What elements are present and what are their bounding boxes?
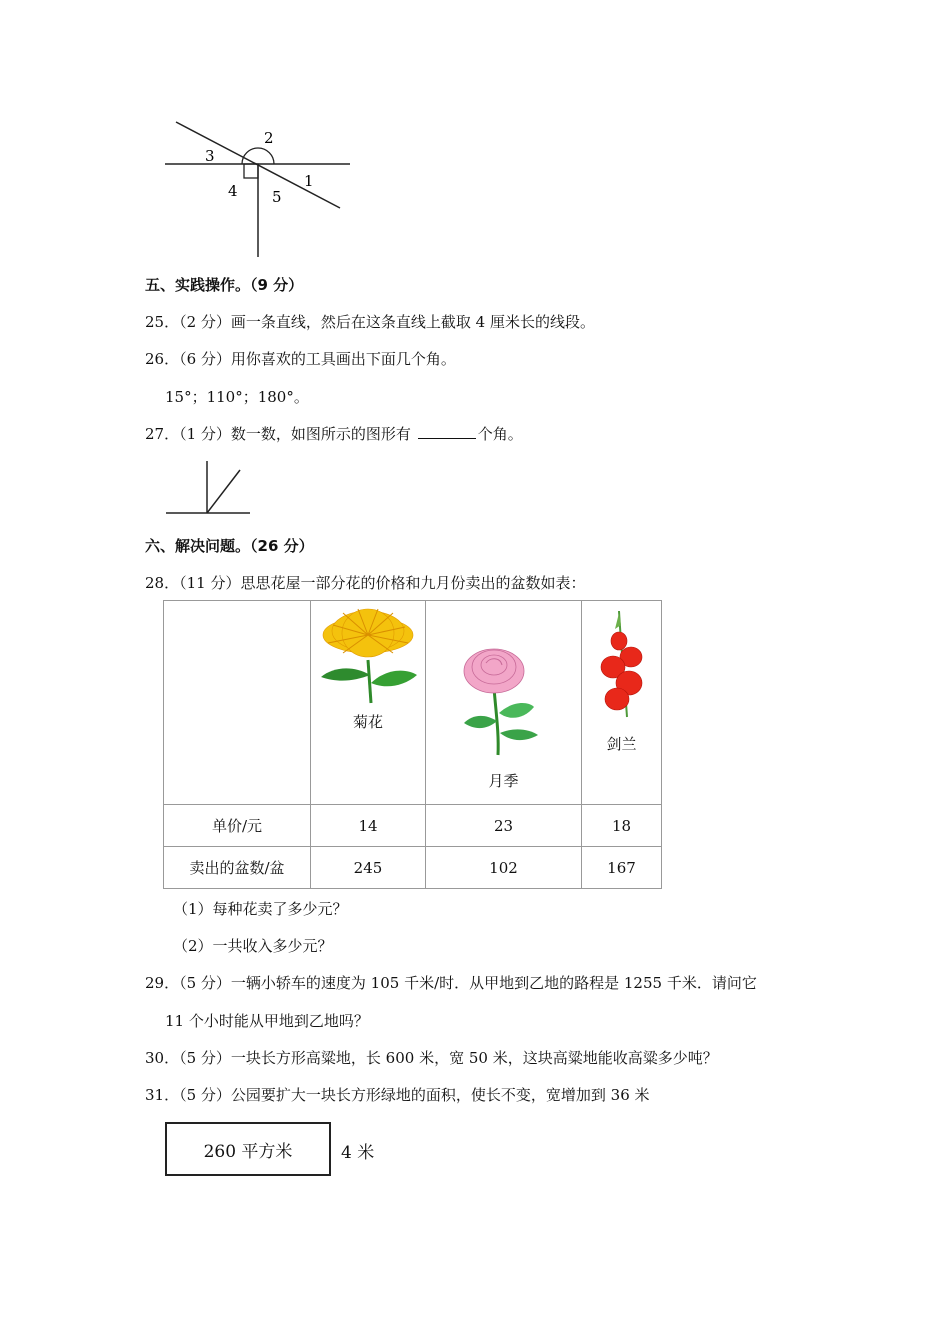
angle-count-figure (160, 458, 260, 518)
price-chrysanthemum: 14 (311, 805, 426, 847)
question-29-line2: 11 个小时能从甲地到乙地吗？ (165, 1012, 369, 1030)
sold-rose: 102 (426, 847, 582, 889)
question-26: 26．（6 分）用你喜欢的工具画出下面几个角。 (145, 350, 456, 368)
question-27-suffix: 个角。 (477, 425, 523, 443)
table-row (164, 601, 662, 805)
flower-name-rose: 月季 (488, 772, 519, 790)
question-27 (145, 423, 523, 444)
chrysanthemum-image (313, 605, 423, 705)
width-label: 4 米 (341, 1143, 375, 1163)
angle-label-1: 1 (304, 172, 314, 190)
gladiolus-image (591, 607, 653, 719)
section6-title: 六、解决问题。（26 分） (145, 537, 314, 555)
flower-table (163, 600, 662, 889)
section5-title: 五、实践操作。（9 分） (145, 276, 304, 294)
price-gladiolus: 18 (582, 805, 662, 847)
table-row (164, 847, 662, 889)
row-label-sold: 卖出的盆数/盆 (164, 847, 311, 889)
question-27-prefix: 27．（1 分）数一数，如图所示的图形有 (145, 425, 411, 443)
question-28-2: （2）一共收入多少元？ (173, 937, 333, 955)
sold-chrysanthemum: 245 (311, 847, 426, 889)
row-label-price: 单价/元 (164, 805, 311, 847)
area-rectangle (165, 1122, 331, 1176)
question-30: 30．（5 分）一块长方形高粱地，长 600 米，宽 50 米，这块高粱地能收高粱多少吨？ (145, 1049, 718, 1067)
question-28: 28．（11 分）思思花屋一部分花的价格和九月份卖出的盆数如表： (145, 574, 586, 592)
price-rose: 23 (426, 805, 582, 847)
flower-cell-rose (426, 601, 582, 805)
flower-cell-chrysanthemum (311, 601, 426, 805)
area-label: 260 平方米 (203, 1141, 293, 1162)
angle-label-2: 2 (264, 129, 274, 147)
flower-name-chrysanthemum: 菊花 (352, 713, 383, 731)
answer-blank[interactable] (418, 423, 476, 439)
flower-name-gladiolus: 剑兰 (606, 735, 637, 753)
sold-gladiolus: 167 (582, 847, 662, 889)
angle-label-5: 5 (272, 188, 282, 206)
angle-label-4: 4 (228, 182, 238, 200)
question-25: 25．（2 分）画一条直线，然后在这条直线上截取 4 厘米长的线段。 (145, 313, 595, 331)
table-header-empty (164, 601, 311, 805)
angle-figure (160, 115, 360, 260)
question-29-line1: 29．（5 分）一辆小轿车的速度为 105 千米/时．从甲地到乙地的路程是 1255 千米．请问它 (145, 974, 757, 992)
question-31: 31．（5 分）公园要扩大一块长方形绿地的面积，使长不变，宽增加到 36 米 (145, 1086, 650, 1104)
question-26-angles: 15°；110°；180°。 (165, 388, 309, 406)
table-row (164, 805, 662, 847)
angle-label-3: 3 (205, 147, 215, 165)
flower-cell-gladiolus (582, 601, 662, 805)
rose-image (454, 643, 554, 758)
question-28-1: （1）每种花卖了多少元？ (173, 900, 348, 918)
